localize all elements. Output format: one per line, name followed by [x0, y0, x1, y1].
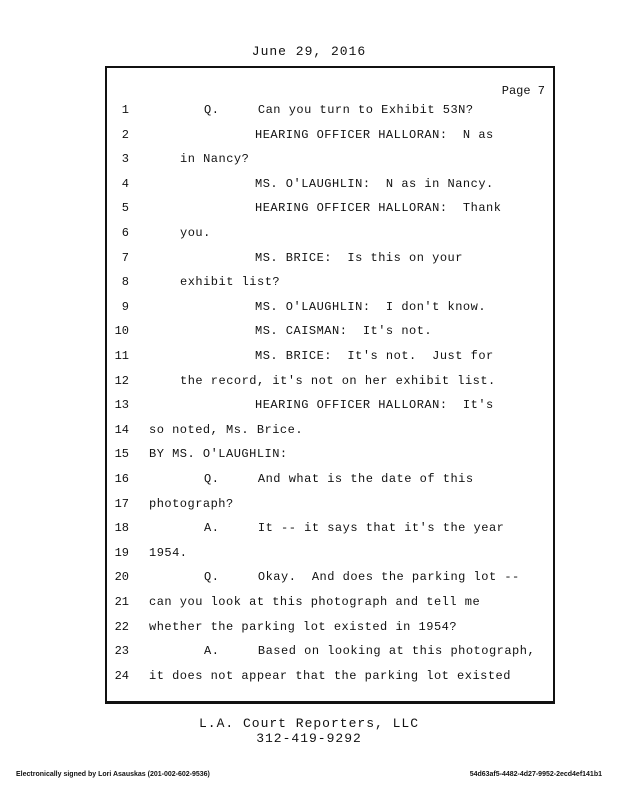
line-number: 20 [114, 570, 129, 585]
transcript-line: HEARING OFFICER HALLORAN: Thank [255, 201, 502, 216]
transcript-line: 1954. [149, 545, 188, 560]
line-number: 12 [114, 373, 129, 388]
line-number: 3 [121, 152, 129, 167]
transcript-line: Q. Can you turn to Exhibit 53N? [204, 103, 474, 117]
transcript-line: you. [180, 226, 211, 240]
line-number: 24 [114, 668, 129, 683]
court-reporter-name: L.A. Court Reporters, LLC [198, 716, 420, 731]
transcript-line: A. Based on looking at this photograph, [204, 644, 536, 659]
transcript-line: MS. O'LAUGHLIN: I don't know. [255, 299, 487, 314]
transcript-line: HEARING OFFICER HALLORAN: N as [255, 127, 494, 142]
transcript-line: MS. BRICE: It's not. Just for [255, 349, 494, 363]
transcript-line: MS. CAISMAN: It's not. [255, 324, 433, 339]
line-number: 16 [114, 472, 129, 486]
transcript-line: Q. And what is the date of this [204, 472, 474, 486]
transcript-line: photograph? [149, 496, 234, 511]
transcript-page [105, 66, 555, 704]
electronic-signature-note: Electronically signed by Lori Asauskas (201-002-602-9536) [16, 771, 210, 778]
transcript-line: whether the parking lot existed in 1954? [149, 619, 458, 634]
line-number: 7 [121, 250, 129, 265]
transcript-line: BY MS. O'LAUGHLIN: [149, 447, 288, 462]
line-number: 22 [114, 619, 129, 634]
line-number: 10 [114, 324, 129, 339]
line-number: 23 [114, 644, 129, 659]
transcript-line: can you look at this photograph and tell me [149, 595, 481, 609]
transcript-line: A. It -- it says that it's the year [204, 521, 505, 536]
transcript-line: exhibit list? [180, 275, 281, 290]
line-number: 17 [114, 496, 129, 511]
line-number: 6 [121, 226, 129, 240]
line-number: 15 [114, 447, 129, 462]
page-number: Page 7 [501, 84, 545, 98]
line-number: 14 [114, 422, 129, 437]
line-number: 9 [121, 299, 129, 314]
line-number: 11 [114, 349, 129, 363]
line-number: 5 [121, 201, 129, 216]
line-number: 18 [114, 521, 129, 536]
document-id: 54d63af5-4482-4d27-9952-2ecd4ef141b1 [469, 771, 602, 778]
line-number: 13 [114, 398, 129, 413]
transcript-line: HEARING OFFICER HALLORAN: It's [255, 398, 494, 413]
header-date: June 29, 2016 [251, 44, 367, 59]
transcript-line: MS. O'LAUGHLIN: N as in Nancy. [255, 176, 494, 191]
transcript-line: in Nancy? [180, 152, 250, 167]
transcript-line: it does not appear that the parking lot existed [149, 668, 511, 683]
transcript-line: the record, it's not on her exhibit list. [180, 373, 496, 388]
transcript-line: so noted, Ms. Brice. [149, 422, 304, 437]
line-number: 19 [114, 545, 129, 560]
line-number: 2 [121, 127, 129, 142]
transcript-line: MS. BRICE: Is this on your [255, 250, 463, 265]
line-number: 21 [114, 595, 129, 609]
line-number: 8 [121, 275, 129, 290]
line-number: 4 [121, 176, 129, 191]
court-reporter-phone: 312-419-9292 [256, 731, 362, 746]
line-number: 1 [121, 103, 129, 117]
transcript-line: Q. Okay. And does the parking lot -- [204, 570, 520, 585]
